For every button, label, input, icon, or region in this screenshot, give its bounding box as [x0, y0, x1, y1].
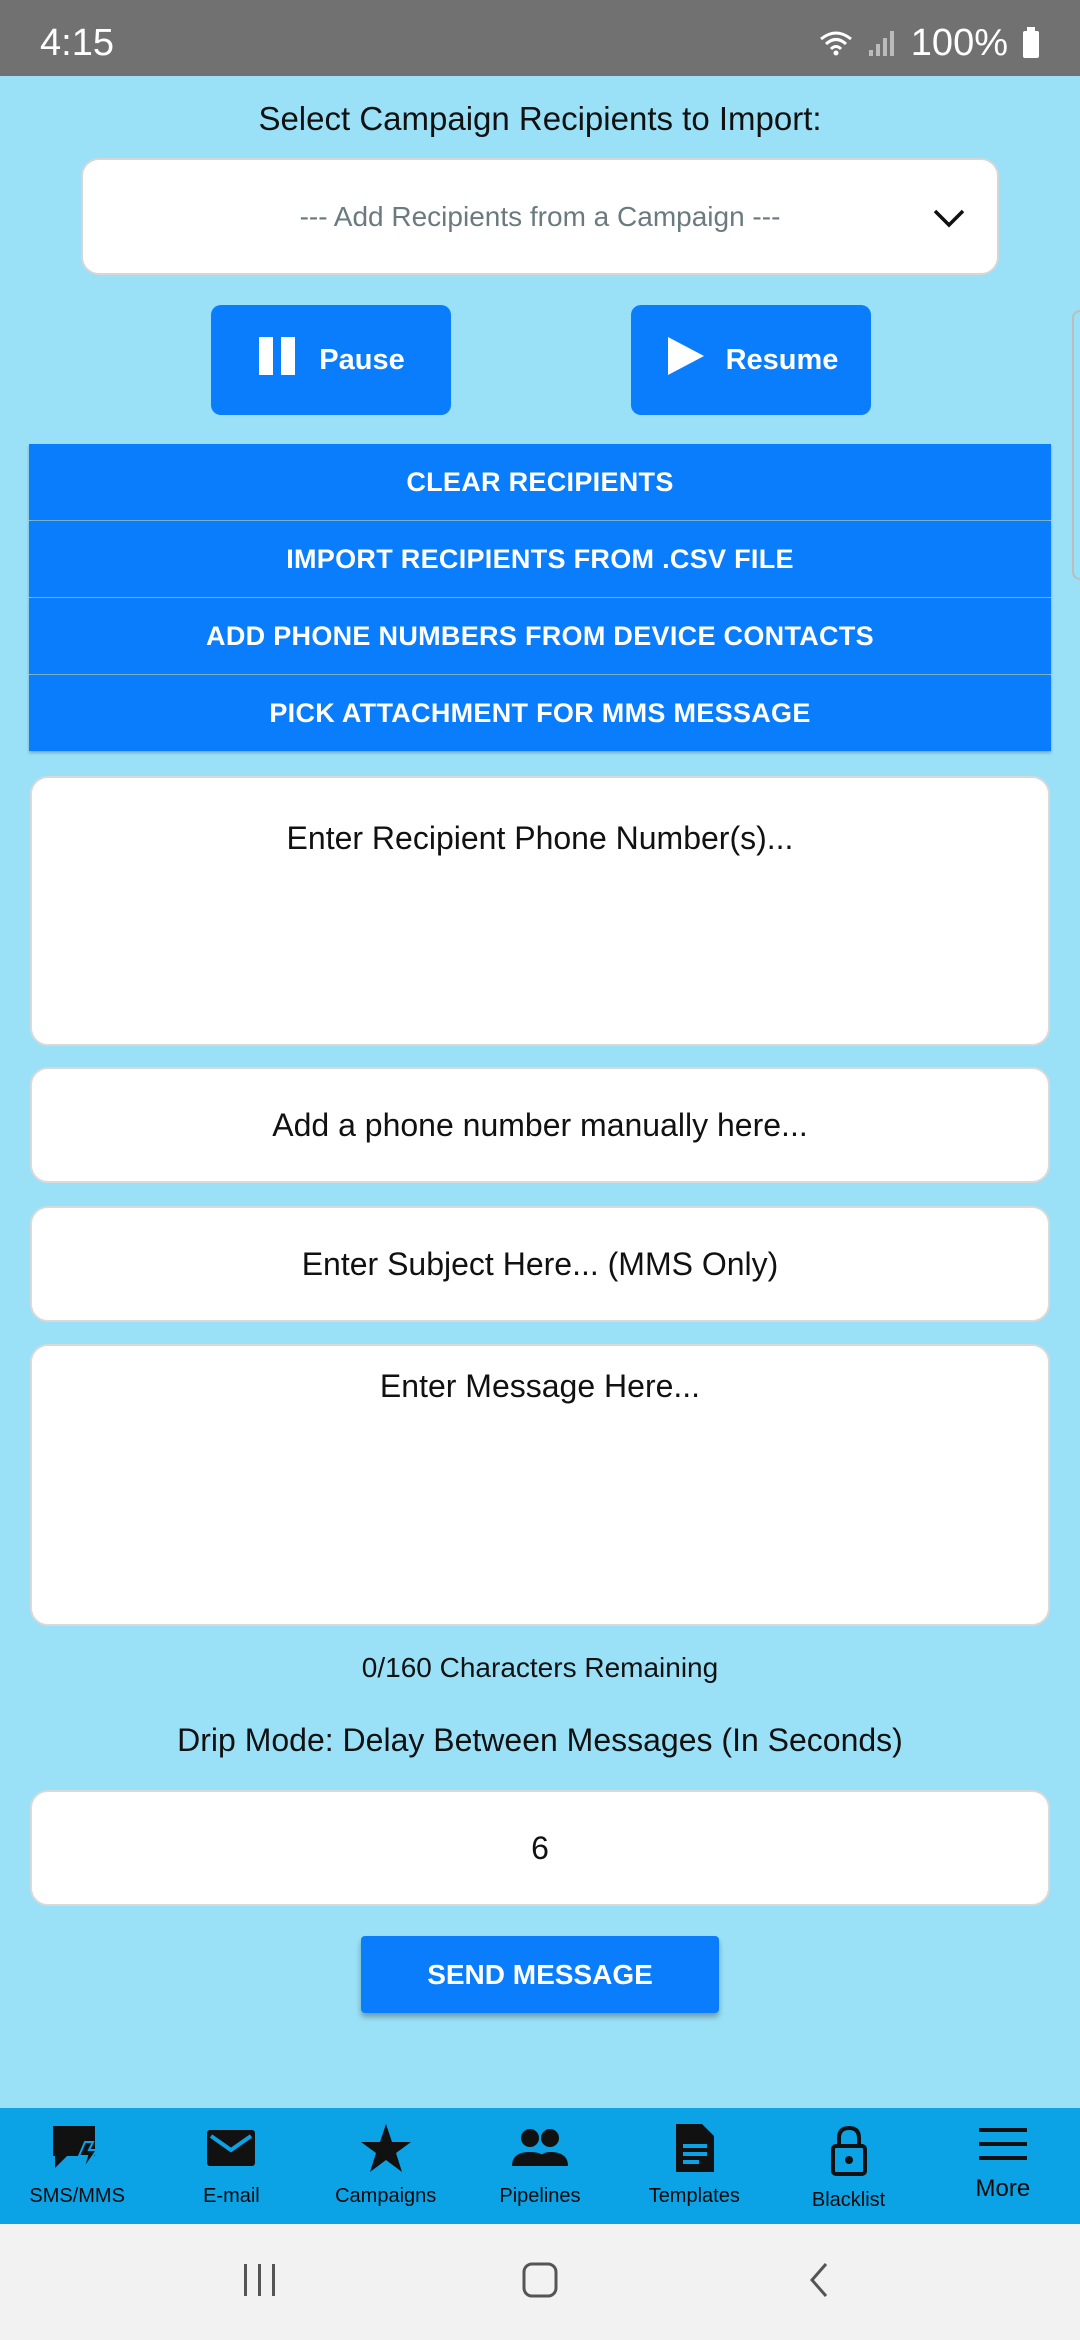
nav-label-sms-mms: SMS/MMS	[29, 2185, 125, 2207]
subject-input[interactable]	[30, 1206, 1050, 1322]
home-icon[interactable]	[520, 2260, 560, 2305]
manual-phone-placeholder: Add a phone number manually here...	[272, 1107, 808, 1143]
nav-item-campaigns[interactable]	[309, 2108, 463, 2224]
subject-placeholder: Enter Subject Here... (MMS Only)	[301, 1246, 779, 1282]
status-bar	[0, 0, 1080, 76]
recipients-placeholder: Enter Recipient Phone Number(s)...	[286, 820, 794, 856]
resume-label: Resume	[725, 343, 839, 376]
nav-item-pipelines[interactable]	[463, 2108, 617, 2224]
nav-label-blacklist: Blacklist	[811, 2189, 886, 2211]
delay-input[interactable]	[30, 1790, 1050, 1906]
nav-label-campaigns: Campaigns	[335, 2185, 437, 2207]
nav-label-pipelines: Pipelines	[499, 2185, 581, 2207]
nav-label-templates: Templates	[648, 2185, 740, 2207]
people-icon	[510, 2122, 570, 2179]
battery-text: 100%	[910, 21, 1008, 64]
pause-label: Pause	[319, 343, 405, 376]
add-contacts-button[interactable]: ADD PHONE NUMBERS FROM DEVICE CONTACTS	[29, 598, 1051, 674]
mail-icon	[203, 2122, 259, 2179]
document-icon	[666, 2122, 722, 2179]
char-count: 0/160 Characters Remaining	[361, 1652, 719, 1683]
bottom-nav	[0, 2108, 1080, 2224]
lock-icon	[821, 2122, 877, 2183]
battery-icon	[1022, 27, 1040, 59]
message-placeholder: Enter Message Here...	[379, 1368, 701, 1404]
play-icon	[664, 335, 706, 385]
campaign-select-label: Select Campaign Recipients to Import:	[258, 100, 822, 137]
sms-mms-icon	[49, 2122, 105, 2179]
send-message-button[interactable]: SEND MESSAGE	[361, 1936, 719, 2013]
recipients-input[interactable]	[30, 776, 1050, 1046]
nav-item-more[interactable]	[926, 2108, 1080, 2224]
import-csv-button[interactable]: IMPORT RECIPIENTS FROM .CSV FILE	[29, 521, 1051, 597]
recent-apps-icon[interactable]	[240, 2260, 280, 2305]
scroll-handle[interactable]	[1072, 310, 1080, 580]
system-nav-bar	[0, 2224, 1080, 2340]
delay-value: 6	[531, 1830, 549, 1866]
nav-item-email[interactable]	[154, 2108, 308, 2224]
resume-button[interactable]	[631, 305, 871, 415]
signal-icon	[867, 28, 897, 58]
back-icon[interactable]	[800, 2260, 840, 2305]
campaign-select[interactable]	[81, 158, 999, 275]
chevron-down-icon	[931, 200, 967, 243]
nav-item-blacklist[interactable]	[771, 2108, 925, 2224]
drip-mode-label: Drip Mode: Delay Between Messages (In Seconds)	[177, 1722, 903, 1758]
pause-button[interactable]	[211, 305, 451, 415]
message-input[interactable]	[30, 1344, 1050, 1626]
wifi-icon	[819, 29, 853, 57]
pause-icon	[257, 335, 299, 385]
pick-attachment-button[interactable]: PICK ATTACHMENT FOR MMS MESSAGE	[29, 675, 1051, 751]
nav-label-more: More	[975, 2175, 1031, 2202]
star-icon	[358, 2122, 414, 2179]
nav-item-templates[interactable]	[617, 2108, 771, 2224]
status-time: 4:15	[40, 21, 114, 64]
nav-label-email: E-mail	[203, 2185, 260, 2207]
status-icons	[819, 22, 1040, 65]
manual-phone-input[interactable]	[30, 1067, 1050, 1183]
clear-recipients-button[interactable]: CLEAR RECIPIENTS	[29, 444, 1051, 520]
campaign-select-value: --- Add Recipients from a Campaign ---	[299, 200, 781, 232]
menu-icon	[975, 2122, 1031, 2171]
nav-item-sms-mms[interactable]	[0, 2108, 154, 2224]
